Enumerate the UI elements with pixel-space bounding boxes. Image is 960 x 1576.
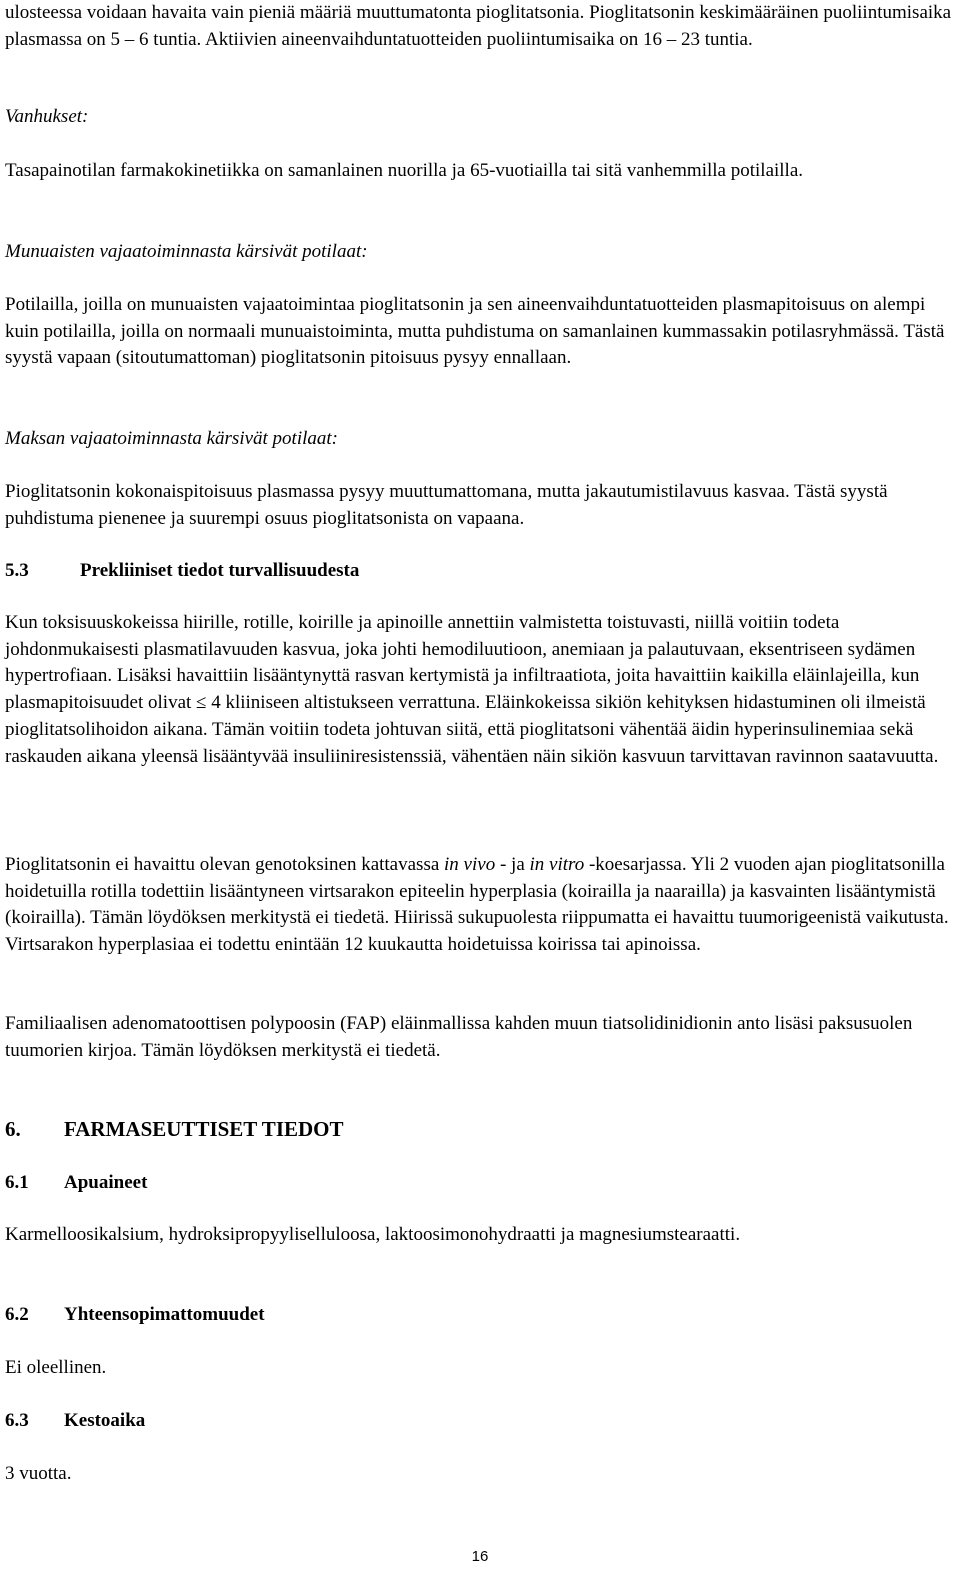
section-number: 6.2	[5, 1304, 29, 1325]
renal-heading: Munuaisten vajaatoiminnasta kärsivät potilaat:	[5, 241, 368, 262]
section-6-1-heading	[5, 1170, 957, 1197]
section-number: 5.3	[5, 560, 29, 581]
shelf-life-paragraph: 3 vuotta.	[5, 1463, 72, 1484]
preclinical-paragraph-3: Familiaalisen adenomatoottisen polypoosin (FAP) eläinmallissa kahden muun tiatsolidinidionin anto lisäsi paksusuolen tuumorien kirjoa. Tämän löydöksen merkitystä ei tiedetä.	[5, 1013, 913, 1061]
hepatic-heading: Maksan vajaatoiminnasta kärsivät potilaat:	[5, 428, 339, 449]
elderly-heading: Vanhukset:	[5, 106, 89, 127]
paragraph-text: -koesarjassa. Yli 2 vuoden ajan pioglitatsonilla hoidetuilla rotilla todettiin lisääntyneen virtsarakon epiteelin hyperplasia (koirailla ja naarailla) ja kasvainten lisääntymistä (koirailla). Tämän löydöksen merkitystä ei tiedetä. Hiirissä sukupuolesta riippumatta ei havaittu tuumorigeenistä vaikutusta. Virtsarakon hyperplasiaa ei todettu enintään 12 kuukautta hoidetuissa koirissa tai apinoissa.	[5, 854, 949, 956]
elderly-paragraph: Tasapainotilan farmakokinetiikka on samanlainen nuorilla ja 65-vuotiailla tai sitä vanhemmilla potilailla.	[5, 160, 804, 181]
section-6-heading	[5, 1115, 957, 1143]
in-vitro-term: in vitro	[529, 854, 585, 875]
paragraph-text: - ja	[495, 854, 530, 875]
pharmacokinetics-paragraph: ulosteessa voidaan havaita vain pieniä määriä muuttumatonta pioglitatsonia. Pioglitatsonin keskimääräinen puoliintumisaika plasmassa on 5 – 6 tuntia. Aktiivien aineenvaihduntatuotteiden puoliintumisaika on 16 – 23 tuntia.	[5, 2, 952, 50]
section-5-3-heading	[5, 558, 957, 585]
preclinical-paragraph-1: Kun toksisuuskokeissa hiirille, rotille, koirille ja apinoille annettiin valmistetta toistuvasti, niillä voitiin todeta johdonmukaisesti plasmatilavuuden kasvua, joka johti hemodiluutioon, anemiaan ja palautuvaan, eksentriseen sydämen hypertrofiaan. Lisäksi havaittiin lisääntynyttä rasvan kertymistä ja infiltraatiota, joita havaittiin kaikilla eläinlajeilla, kun plasmapitoisuudet olivat ≤ 4 kliiniseen altistukseen verrattuna. Eläinkokeissa sikiön kehityksen hidastuminen oli ilmeistä pioglitatsolihoidon aikana. Tämän voitiin todeta johtuvan siitä, että pioglitatsoni vähentää äidin hyperinsulinemiaa sekä raskauden aikana yleensä lisääntyvää insuliiniresistenssiä, vähentäen näin sikiön kasvuun tarvittavan ravinnon saatavuutta.	[5, 612, 939, 767]
section-6-3-heading	[5, 1408, 957, 1435]
section-title: Prekliiniset tiedot turvallisuudesta	[80, 560, 360, 581]
in-vivo-term: in vivo	[444, 854, 496, 875]
page-number: 16	[471, 1548, 489, 1565]
section-number: 6.	[5, 1117, 21, 1141]
excipients-paragraph: Karmelloosikalsium, hydroksipropyyliselluloosa, laktoosimonohydraatti ja magnesiumstearaatti.	[5, 1224, 741, 1245]
paragraph-text: Pioglitatsonin ei havaittu olevan genotoksinen kattavassa	[5, 854, 445, 875]
hepatic-paragraph: Pioglitatsonin kokonaispitoisuus plasmassa pysyy muuttumattomana, mutta jakautumistilavuus kasvaa. Tästä syystä puhdistuma pienenee ja suurempi osuus pioglitatsonista on vapaana.	[5, 481, 888, 529]
section-title: Apuaineet	[64, 1172, 148, 1193]
incompatibilities-paragraph: Ei oleellinen.	[5, 1357, 107, 1378]
section-title: FARMASEUTTISET TIEDOT	[64, 1117, 344, 1141]
section-title: Yhteensopimattomuudet	[64, 1304, 265, 1325]
preclinical-paragraph-2	[5, 852, 957, 959]
renal-paragraph: Potilailla, joilla on munuaisten vajaatoimintaa pioglitatsonin ja sen aineenvaihduntatuotteiden plasmapitoisuus on alempi kuin potilailla, joilla on normaali munuaistoiminta, mutta puhdistuma on samanlainen kummassakin potilasryhmässä. Tästä syystä vapaan (sitoutumattoman) pioglitatsonin pitoisuus pysyy ennallaan.	[5, 294, 945, 369]
section-number: 6.3	[5, 1410, 29, 1431]
section-number: 6.1	[5, 1172, 29, 1193]
section-6-2-heading	[5, 1302, 957, 1329]
section-title: Kestoaika	[64, 1410, 146, 1431]
